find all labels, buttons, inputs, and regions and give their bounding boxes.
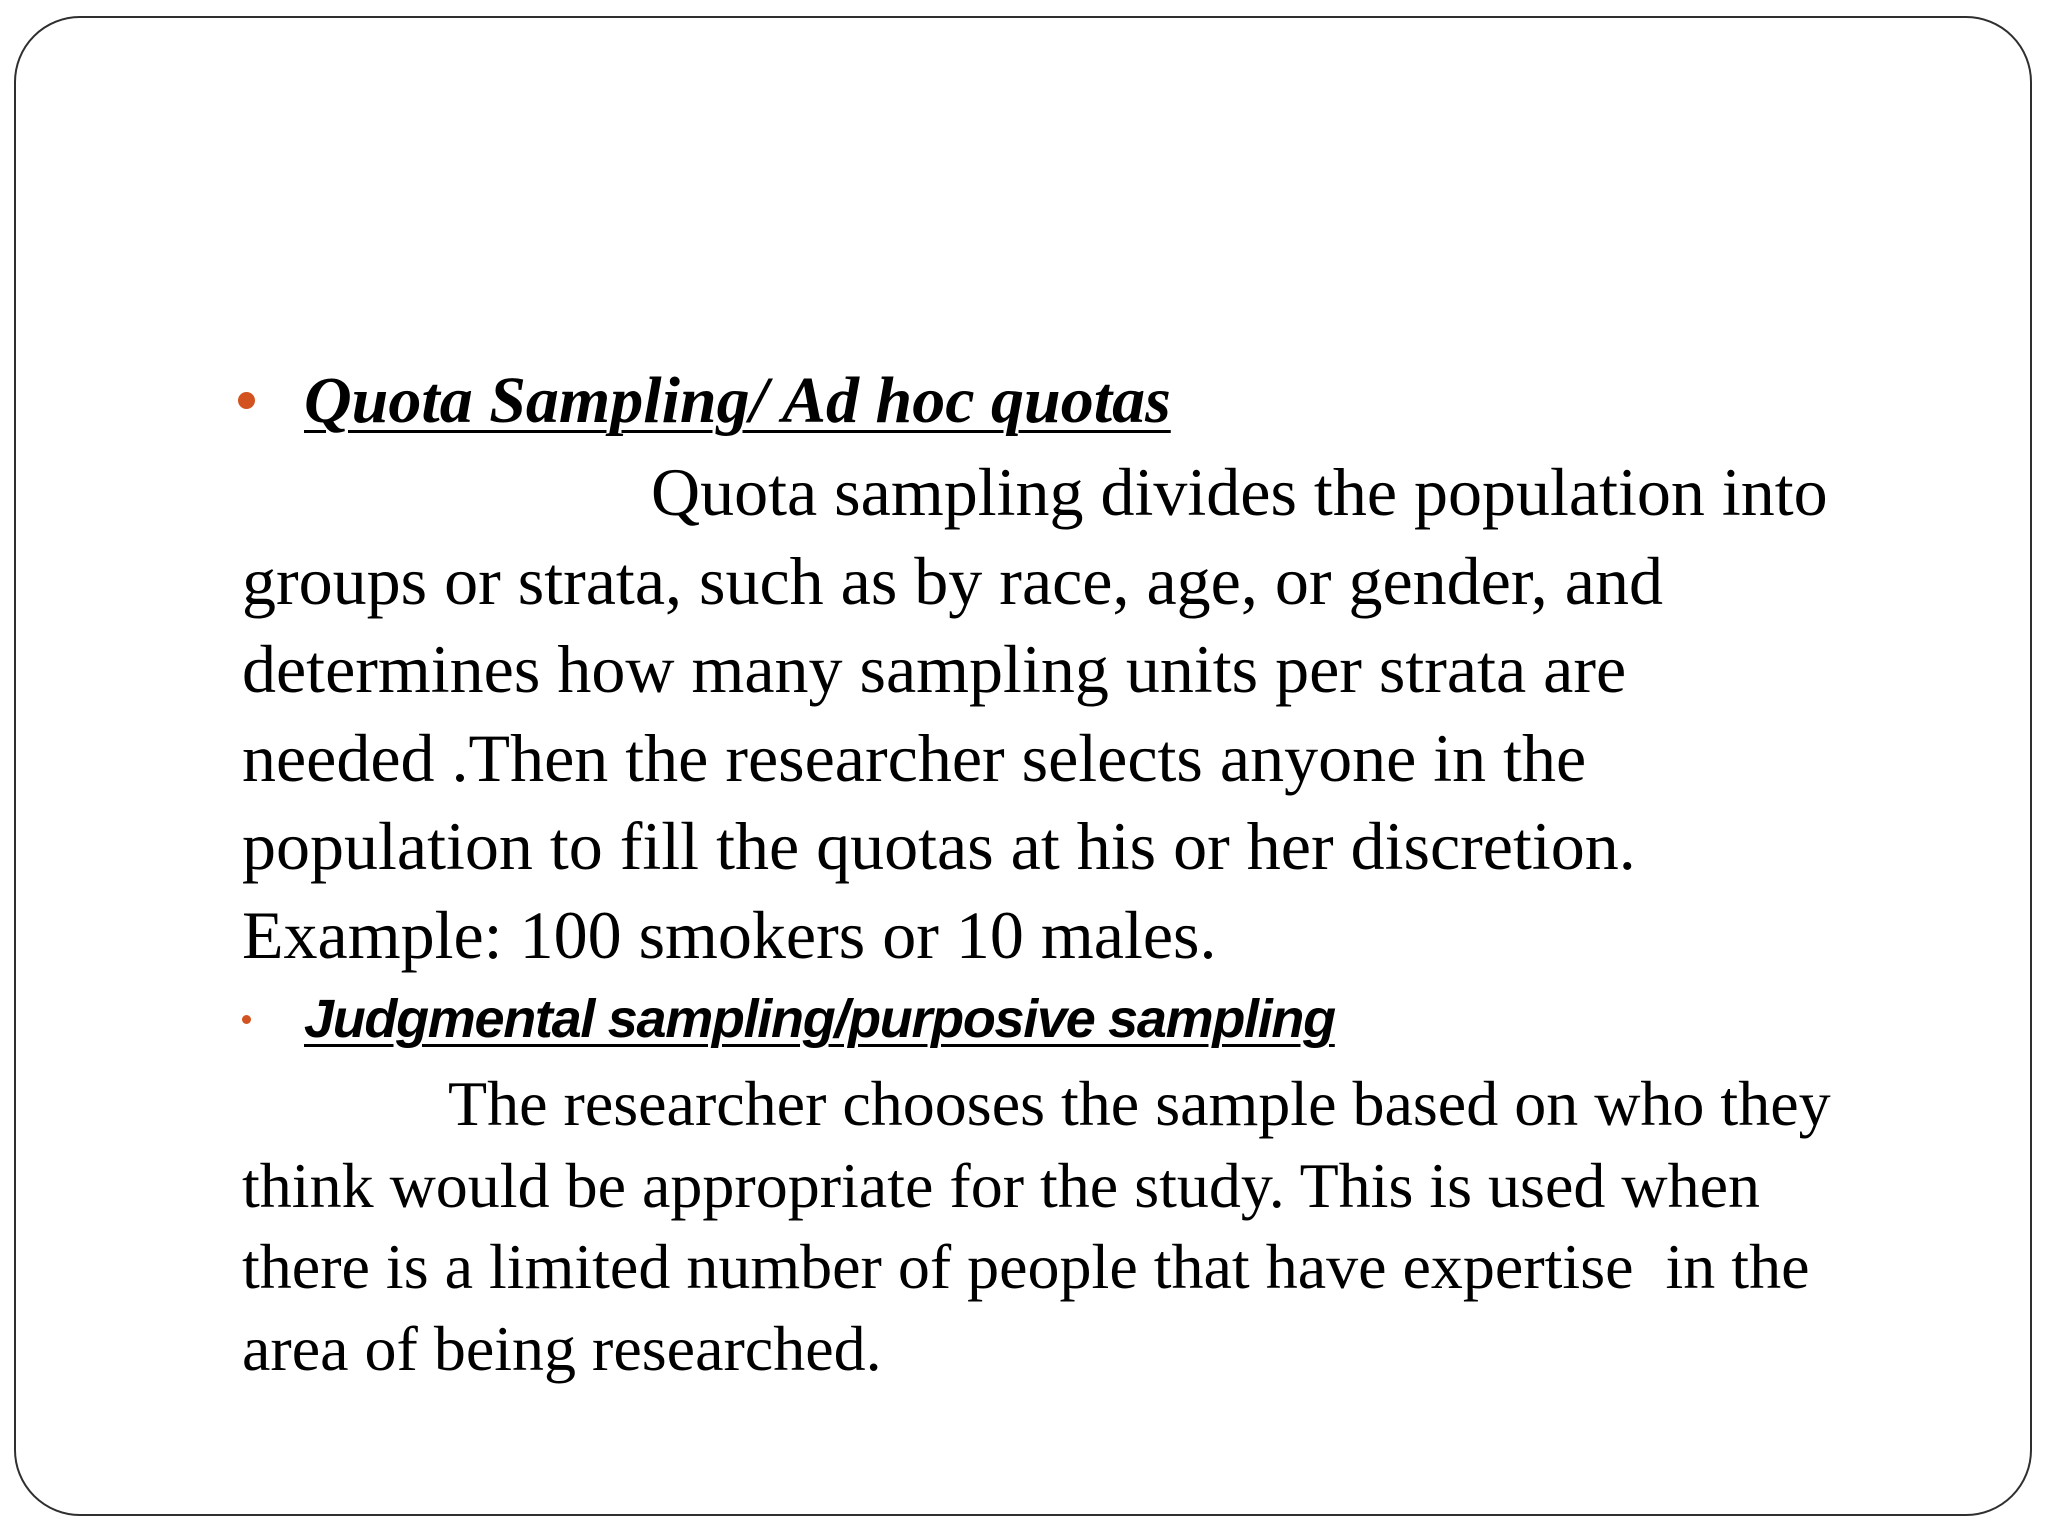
paragraph-line: there is a limited number of people that have expertise in the bbox=[242, 1231, 1810, 1302]
bullet-dot-icon bbox=[238, 392, 255, 409]
bullet-dot-icon bbox=[242, 1015, 251, 1024]
paragraph-line: groups or strata, such as by race, age, or gender, and bbox=[242, 542, 1663, 619]
heading-quota-sampling: Quota Sampling/ Ad hoc quotas bbox=[304, 364, 1171, 437]
bullet-judgmental-sampling bbox=[242, 981, 1982, 1057]
paragraph-quota-sampling bbox=[242, 448, 1982, 979]
heading-judgmental-sampling: Judgmental sampling/purposive sampling bbox=[304, 989, 1335, 1049]
paragraph-line: area of being researched. bbox=[242, 1312, 882, 1384]
slide-frame bbox=[14, 16, 2032, 1516]
paragraph-judgmental-sampling bbox=[242, 1063, 1982, 1389]
slide-content bbox=[242, 358, 1982, 1389]
paragraph-line: Quota sampling divides the population into bbox=[651, 454, 1828, 530]
paragraph-line: Example: 100 smokers or 10 males. bbox=[242, 896, 1217, 973]
bullet-quota-sampling bbox=[242, 358, 1982, 444]
paragraph-line: think would be appropriate for the study. This is used when bbox=[242, 1149, 1760, 1221]
paragraph-line: population to fill the quotas at his or her discretion. bbox=[242, 808, 1636, 884]
paragraph-line: determines how many sampling units per strata are bbox=[242, 631, 1627, 707]
paragraph-line: needed .Then the researcher selects anyone in the bbox=[242, 719, 1587, 796]
paragraph-line: The researcher chooses the sample based on who they bbox=[448, 1068, 1831, 1139]
